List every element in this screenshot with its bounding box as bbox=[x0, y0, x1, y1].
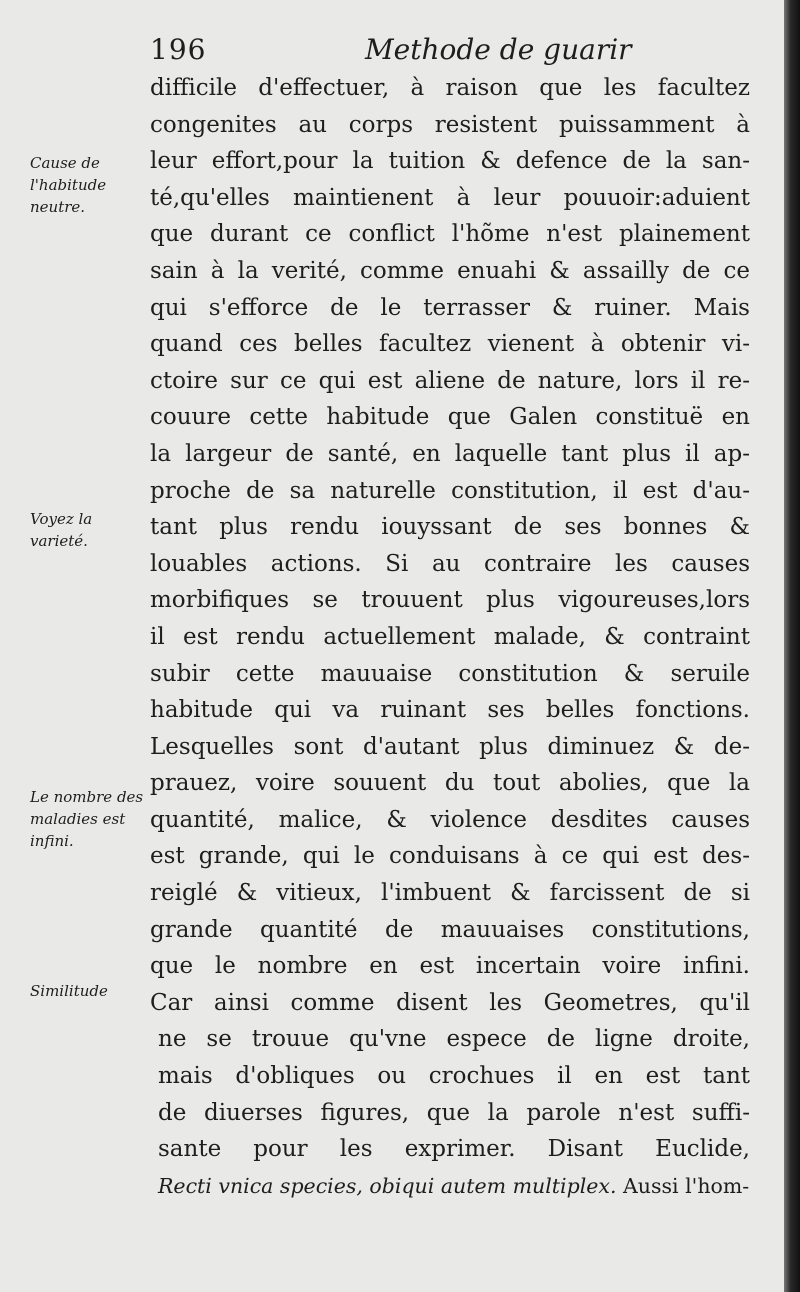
text-line: sante pour les exprimer. Disant Euclide, bbox=[158, 1136, 750, 1163]
text-line: prauez, voire souuent du tout abolies, que la bbox=[150, 770, 750, 797]
text-line: té,qu'elles maintienent à leur pouuoir:aduient bbox=[150, 184, 750, 211]
text-line: la largeur de santé, en laquelle tant plus il ap- bbox=[150, 440, 750, 467]
text-line: subir cette mauuaise constitution & seruile bbox=[150, 660, 750, 687]
latin-quotation: Recti vnica species, obiqui autem multiplex. bbox=[158, 1173, 617, 1198]
margin-note-cause: Cause de l'habitude neutre. bbox=[30, 154, 107, 216]
running-title: Methode de guarir bbox=[365, 33, 632, 66]
margin-note-nombre: Le nombre des maladies est infini. bbox=[30, 788, 144, 850]
text-line: tant plus rendu iouyssant de ses bonnes & bbox=[150, 514, 750, 541]
text-line: ne se trouue qu'vne espece de ligne droite, bbox=[158, 1026, 750, 1053]
text-line: quantité, malice, & violence desdites causes bbox=[150, 806, 750, 833]
text-line: grande quantité de mauuaises constitutions, bbox=[150, 916, 750, 943]
text-line: difficile d'effectuer, à raison que les facultez bbox=[150, 75, 750, 101]
text-line: mais d'obliques ou crochues il en est tant bbox=[158, 1063, 750, 1090]
page-header bbox=[150, 32, 750, 68]
text-line: Car ainsi comme disent les Geometres, qu'il bbox=[150, 989, 750, 1016]
text-line: morbifiques se trouuent plus vigoureuses,lors bbox=[150, 587, 750, 614]
text-line: est grande, qui le conduisans à ce qui est des- bbox=[150, 843, 750, 870]
text-line: il est rendu actuellement malade, & contraint bbox=[150, 623, 750, 650]
text-line: que durant ce conflict l'hõme n'est plainement bbox=[150, 221, 750, 248]
text-line: habitude qui va ruinant ses belles fonctions. bbox=[150, 697, 750, 724]
last-text-line bbox=[150, 1168, 750, 1205]
margin-note-voyez: Voyez la varieté. bbox=[30, 510, 93, 550]
text-line: leur effort,pour la tuition & defence de la san- bbox=[150, 148, 750, 175]
text-line: proche de sa naturelle constitution, il est d'au- bbox=[150, 477, 750, 504]
text-line: quand ces belles facultez vienent à obtenir vi- bbox=[150, 331, 750, 358]
margin-note-similitude: Similitude bbox=[30, 982, 108, 1000]
text-line: ctoire sur ce qui est aliene de nature, lors il re- bbox=[150, 367, 750, 394]
text-line: sain à la verité, comme enuahi & assailly de ce bbox=[150, 257, 750, 284]
text-line: louables actions. Si au contraire les causes bbox=[150, 550, 750, 577]
text-line: que le nombre en est incertain voire infini. bbox=[150, 953, 750, 980]
text-line: Lesquelles sont d'autant plus diminuez & de- bbox=[150, 733, 750, 760]
text-line: reiglé & vitieux, l'imbuent & farcissent de si bbox=[150, 880, 750, 907]
text-line: qui s'efforce de le terrasser & ruiner. Mais bbox=[150, 294, 750, 321]
text-line: congenites au corps resistent puissamment à bbox=[150, 111, 750, 138]
page-number: 196 bbox=[150, 33, 207, 66]
body-text bbox=[150, 70, 750, 1204]
text-line: couure cette habitude que Galen constituë en bbox=[150, 404, 750, 431]
page-edge-shadow bbox=[784, 0, 800, 1292]
text-line: de diuerses figures, que la parole n'est suffi- bbox=[158, 1099, 750, 1126]
line-continuation: Aussi l'hom- bbox=[623, 1173, 750, 1198]
